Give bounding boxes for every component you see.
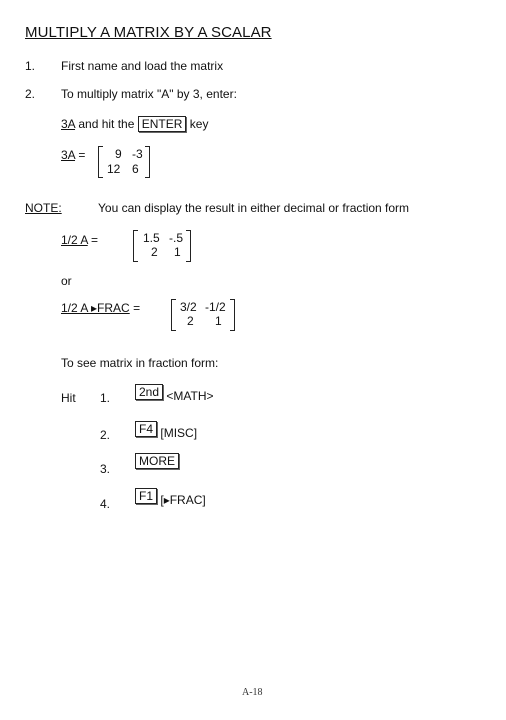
bracket-left — [171, 299, 176, 331]
matrix-half-a — [133, 230, 191, 260]
key-step-4-desc: [▸FRAC] — [160, 493, 206, 507]
key-2nd: 2nd — [135, 384, 163, 400]
matrix-3a-cell: 9 — [115, 147, 122, 161]
matrix-half-a-cell: 2 — [151, 245, 158, 259]
step-2-text: To multiply matrix "A" by 3, enter: — [61, 87, 237, 101]
key-step-1 — [135, 384, 214, 403]
key-step-1-desc: <MATH> — [166, 389, 214, 403]
half-a-label: 1/2 A = — [61, 233, 99, 247]
enter-instruction-text: and hit the — [78, 117, 135, 131]
matrix-half-a-cell: -.5 — [169, 231, 184, 245]
key-step-1-number: 1. — [100, 391, 111, 405]
key-step-2-number: 2. — [100, 428, 111, 442]
bracket-right — [230, 299, 235, 331]
matrix-half-a-cell: 1 — [174, 245, 181, 259]
page-title: MULTIPLY A MATRIX BY A SCALAR — [25, 24, 272, 41]
result-3a-label: 3A = — [61, 148, 86, 162]
or-text: or — [61, 274, 72, 288]
key-step-3-number: 3. — [100, 462, 111, 476]
step-1-text: First name and load the matrix — [61, 59, 224, 73]
bracket-right — [145, 146, 150, 178]
key-step-4-number: 4. — [100, 497, 111, 511]
matrix-3a-cell: 12 — [107, 162, 121, 176]
key-f1: F1 — [135, 488, 157, 504]
matrix-frac-cell: -1/2 — [205, 300, 226, 314]
enter-instruction — [61, 116, 208, 132]
key-step-3 — [135, 453, 179, 469]
step-1-number: 1. — [25, 59, 36, 73]
enter-key: ENTER — [138, 116, 187, 132]
note-label: NOTE: — [25, 201, 62, 215]
hit-label: Hit — [61, 391, 76, 405]
bracket-left — [98, 146, 103, 178]
matrix-3a — [98, 146, 150, 176]
matrix-half-a-cell: 1.5 — [143, 231, 160, 245]
note-text: You can display the result in either decimal or fraction form — [98, 201, 410, 215]
key-step-2 — [135, 421, 198, 440]
bracket-left — [133, 230, 138, 262]
matrix-frac-cell: 3/2 — [180, 300, 197, 314]
key-step-4 — [135, 488, 206, 507]
matrix-half-a-frac — [171, 299, 235, 329]
half-a-frac-label: 1/2 A ▸FRAC = — [61, 301, 141, 315]
key-more: MORE — [135, 453, 179, 469]
page-number: A-18 — [242, 687, 263, 698]
expression-3a: 3A — [61, 117, 76, 131]
bracket-right — [186, 230, 191, 262]
key-f4: F4 — [135, 421, 157, 437]
matrix-frac-cell: 1 — [215, 314, 222, 328]
step-2-number: 2. — [25, 87, 36, 101]
matrix-frac-cell: 2 — [187, 314, 194, 328]
key-step-2-desc: [MISC] — [160, 426, 198, 440]
enter-instruction-suffix: key — [189, 117, 209, 131]
matrix-3a-cell: 6 — [132, 162, 139, 176]
fraction-intro: To see matrix in fraction form: — [61, 356, 219, 370]
matrix-3a-cell: -3 — [132, 147, 143, 161]
